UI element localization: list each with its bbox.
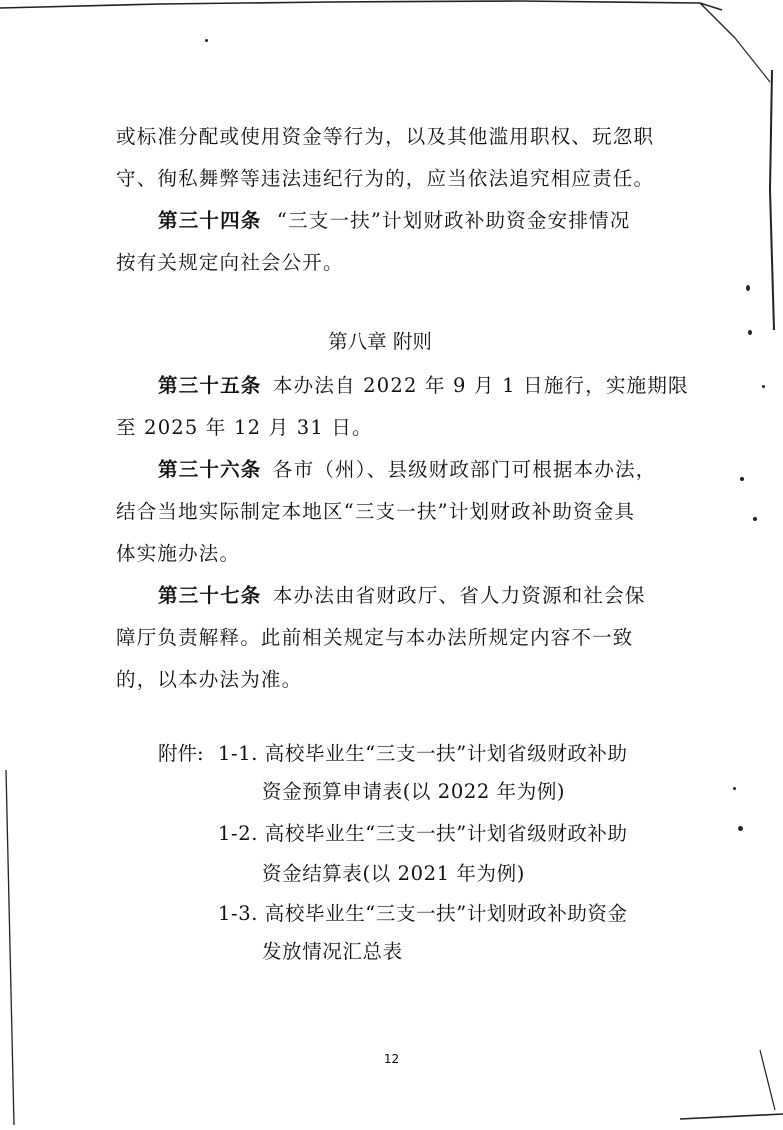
attachment-1-3-line-2: 发放情况汇总表 — [262, 940, 403, 963]
article-35-line-2: 至 2025 年 12 月 31 日。 — [116, 416, 373, 439]
article-35-line-1 — [158, 374, 689, 398]
attachment-1-2-line-2: 资金结算表(以 2021 年为例) — [262, 862, 525, 885]
scan-speck — [733, 787, 736, 790]
scan-speck — [746, 285, 750, 291]
paragraph-1-line-2: 守、徇私舞弊等违法违纪行为的，应当依法追究相应责任。 — [116, 167, 655, 190]
article-36-line-3: 体实施办法。 — [116, 542, 241, 565]
article-34-line-2: 按有关规定向社会公开。 — [116, 251, 344, 274]
paragraph-1-line-1: 或标准分配或使用资金等行为，以及其他滥用职权、玩忽职 — [116, 125, 655, 148]
article-36-text: 各市（州）、县级财政部门可根据本办法， — [272, 458, 657, 481]
scan-speck — [738, 826, 743, 831]
scan-speck — [205, 39, 208, 42]
article-36-line-2: 结合当地实际制定本地区“三支一扶”计划财政补助资金具 — [116, 500, 636, 523]
article-35-label: 第三十五条 — [158, 374, 262, 397]
scan-speck — [753, 517, 757, 521]
attachments-label: 附件: — [158, 742, 204, 765]
article-34-line-1 — [158, 209, 678, 233]
article-34-label: 第三十四条 — [158, 209, 262, 232]
attachment-1-1-line-1: 1-1. 高校毕业生“三支一扶”计划省级财政补助 — [218, 742, 628, 765]
article-36-line-1 — [158, 458, 678, 482]
article-37-text: 本办法由省财政厅、省人力资源和社会保 — [272, 584, 646, 607]
attachment-1-2-line-1: 1-2. 高校毕业生“三支一扶”计划省级财政补助 — [218, 822, 628, 845]
article-37-line-2: 障厅负责解释。此前相关规定与本办法所规定内容不一致 — [116, 626, 634, 649]
article-37-label: 第三十七条 — [158, 584, 262, 607]
article-36-label: 第三十六条 — [158, 458, 262, 481]
article-34-text: “三支一扶”计划财政补助资金安排情况 — [276, 209, 631, 232]
attachment-1-3-line-1: 1-3. 高校毕业生“三支一扶”计划财政补助资金 — [218, 902, 628, 925]
article-37-line-1 — [158, 584, 678, 608]
scan-speck — [762, 385, 765, 388]
scan-speck — [740, 477, 744, 481]
attachment-1-1-line-2: 资金预算申请表(以 2022 年为例) — [262, 780, 566, 803]
article-35-text: 本办法自 2022 年 9 月 1 日施行，实施期限 — [272, 374, 689, 397]
page-number: 12 — [383, 1052, 400, 1066]
chapter-title: 第八章 附则 — [328, 330, 432, 353]
article-37-line-3: 的，以本办法为准。 — [116, 668, 303, 691]
